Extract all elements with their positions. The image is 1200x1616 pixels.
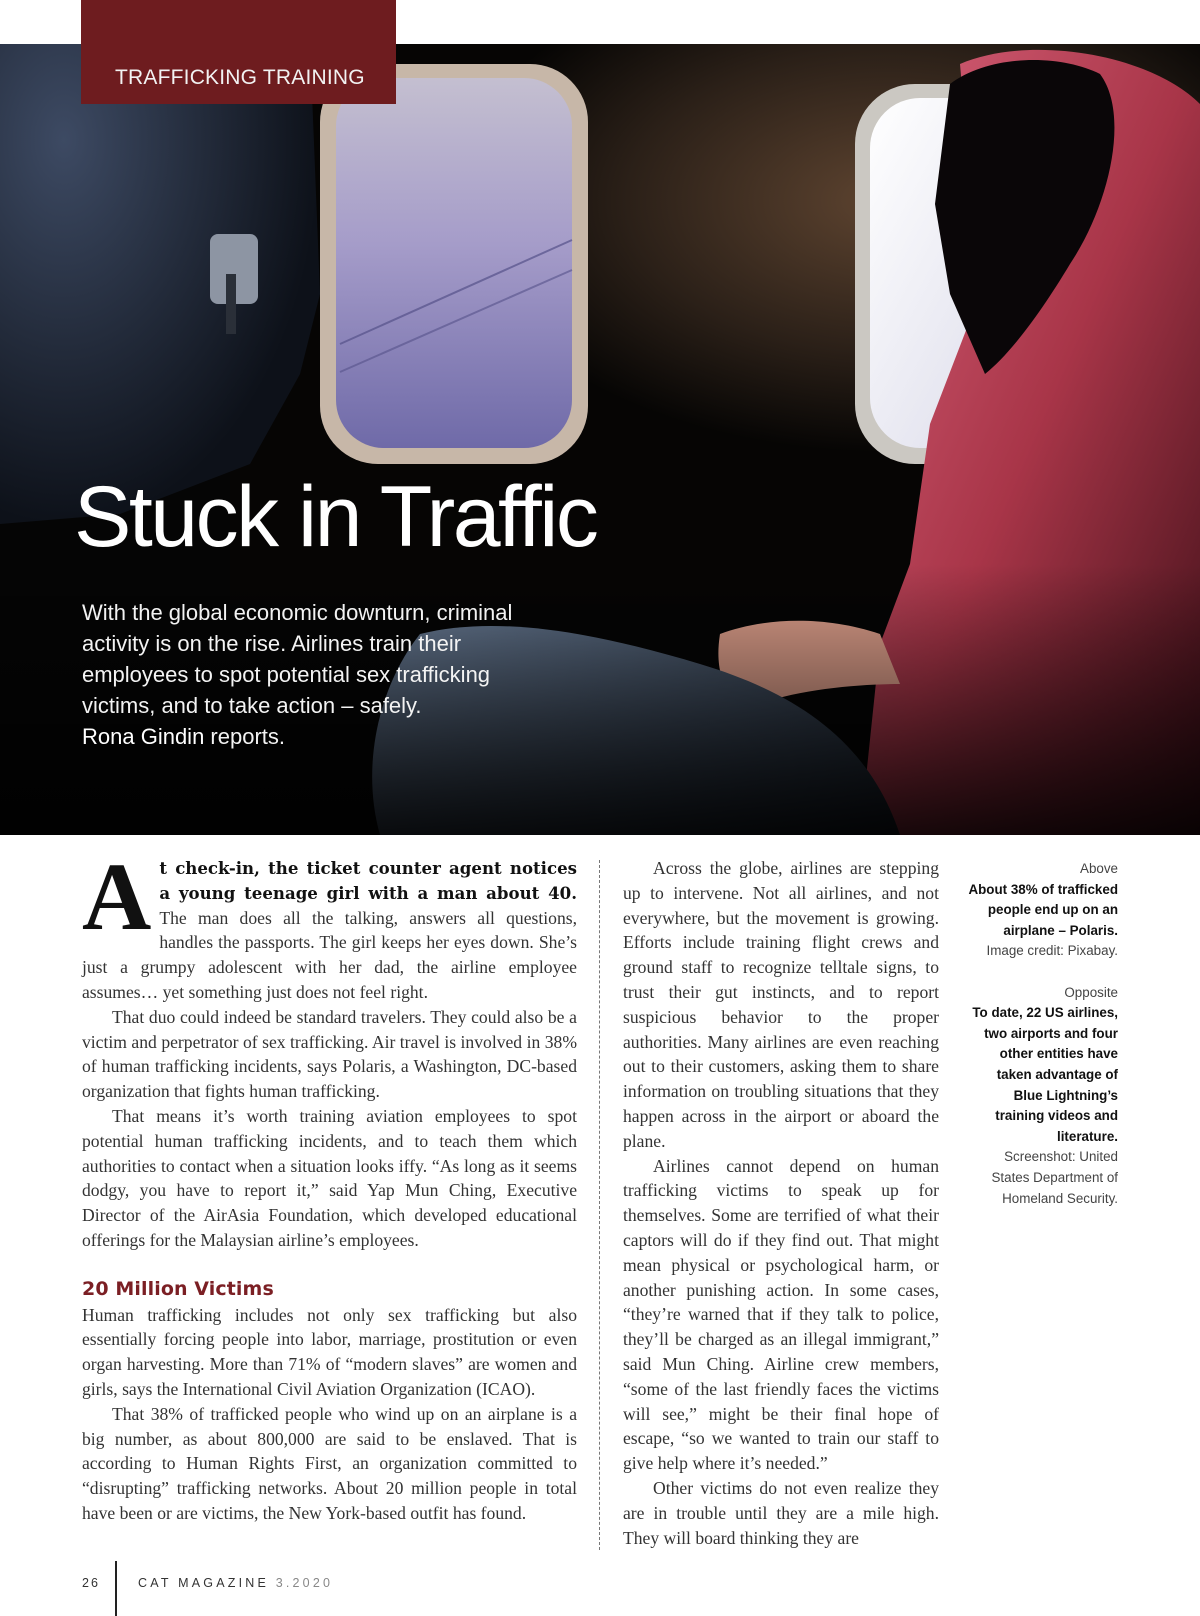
caption-spacer	[968, 962, 1118, 983]
caption-text-opposite: To date, 22 US airlines, two airports and four other entities have taken advantage of Blue Lightning’s training videos and literature.	[972, 1005, 1118, 1144]
section-label: TRAFFICKING TRAINING	[81, 44, 396, 104]
deck-text: With the global economic downturn, criminal activity is on the rise. Airlines train their employees to spot potential sex trafficking victims, and to take action – safely.	[82, 600, 513, 718]
header-accent-bar	[81, 0, 396, 44]
page-title: Stuck in Traffic	[74, 469, 597, 565]
article-paragraph: Airlines cannot depend on human trafficking victims to speak up for themselves. Some are terrified of what their captors will do if they find out. That might mean physical or psychological harm, or another punishing action. In some cases, “they’re warned that if they talk to police, they’ll be charged as an illegal immigrant,” said Mun Ching. Airline crew members, “some of the last friendly faces the victims will see,” might be their final hope of escape, “so we wanted to train our staff to give help where it’s needed.”	[623, 1155, 939, 1474]
drop-cap: A	[82, 843, 152, 950]
article-column-left	[82, 843, 577, 1526]
magazine-name	[138, 1576, 333, 1590]
article-paragraph: That 38% of trafficked people who wind up on an airplane is a big number, as about 800,000 are said to be enslaved. That is according to Human Rights First, an organization committed to “disrupting” trafficking networks. About 20 million people in total have been or are victims, the New York-based outfit has found.	[82, 1403, 577, 1523]
article-paragraph: Across the globe, airlines are stepping up to intervene. Not all airlines, and not everywhere, but the movement is growing. Efforts include training flight crews and ground staff to recognize telltale signs, to trust their gut instincts, and to report suspicious behavior to the proper authorities. Many airlines are even reaching out to their customers, asking them to share information on troubling situations that they happen across in the airport or aboard the plane.	[623, 858, 939, 1151]
article-paragraph: That means it’s worth training aviation employees to spot potential human trafficking incidents, and to teach them which authorities to contact when a situation looks iffy. “As long as it seems dodgy, you have to report it,” said Yap Mun Ching, Executive Director of the AirAsia Foundation, which developed educational offerings for the Malaysian airline’s employees.	[82, 1105, 577, 1250]
byline-author: Rona Gindin	[82, 724, 205, 749]
page-number: 26	[82, 1576, 100, 1590]
article-paragraph: Other victims do not even realize they are in trouble until they are a mile high. They will board thinking they are	[623, 1477, 939, 1548]
section-subhead: 20 Million Victims	[82, 1277, 274, 1300]
caption-credit-above: Image credit: Pixabay.	[986, 943, 1118, 959]
photo-captions	[968, 859, 1118, 1209]
footer-divider	[115, 1561, 117, 1616]
paragraph-text: The man does all the talking, answers all questions, handles the passports. The girl keeps her eyes down. She’s just a grumpy adolescent with her dad, the airline employee assumes… yet something just does not feel right.	[82, 907, 577, 1002]
article-paragraph: That duo could indeed be standard travelers. They could also be a victim and perpetrator of sex trafficking. Air travel is involved in 38% of human trafficking incidents, says Polaris, a Washington, DC-based organization that fights human trafficking.	[82, 1006, 577, 1102]
article-paragraph: Human trafficking includes not only sex trafficking but also essentially forcing people into labor, marriage, prostitution or even organ harvesting. More than 71% of “modern slaves” are women and girls, says the International Civil Aviation Organization (ICAO).	[82, 1304, 577, 1399]
issue-number: 3.2020	[275, 1576, 334, 1590]
magazine-title: CAT MAGAZINE	[138, 1576, 270, 1590]
article-paragraph	[82, 843, 577, 1005]
article-deck	[82, 597, 552, 752]
lead-sentence: t check-in, the ticket counter agent notices a young teenage girl with a man about 40.	[159, 858, 577, 903]
article-column-middle	[623, 856, 939, 1550]
caption-credit-opposite: Screenshot: United States Department of Homeland Security.	[991, 1149, 1118, 1206]
column-divider	[599, 860, 600, 1550]
byline-suffix: reports.	[204, 724, 286, 749]
caption-label-opposite: Opposite	[1064, 984, 1118, 1000]
caption-text-above: About 38% of trafficked people end up on an airplane – Polaris.	[968, 881, 1118, 938]
caption-label-above: Above	[1080, 861, 1118, 876]
